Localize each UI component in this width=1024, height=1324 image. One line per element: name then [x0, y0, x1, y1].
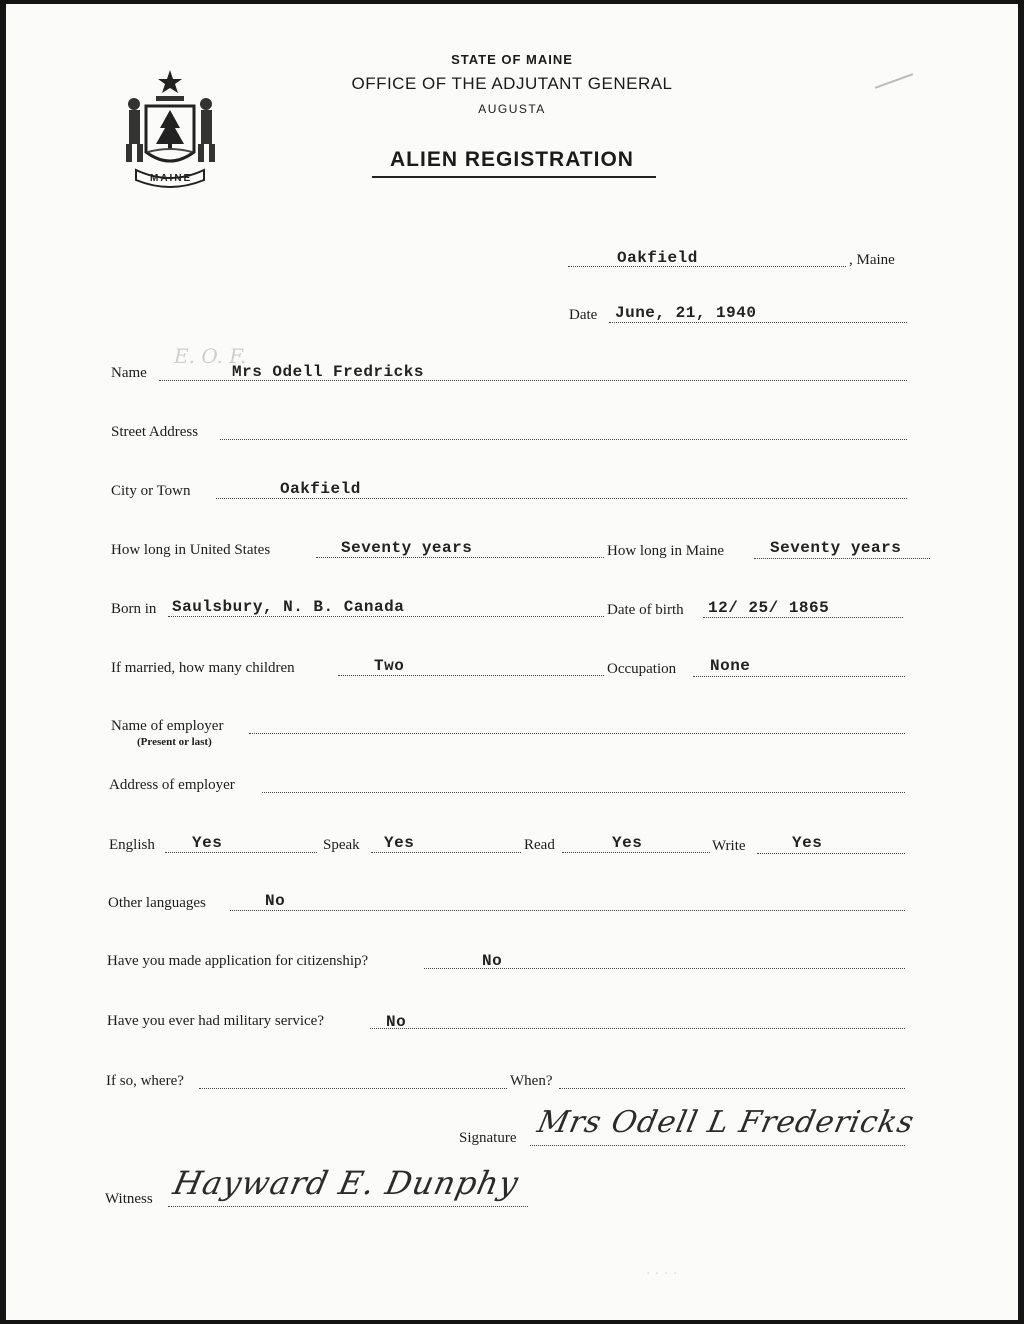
where-label: If so, where?	[106, 1073, 184, 1089]
faded-handwriting: E. O. F.	[174, 344, 247, 368]
employer-label: Name of employer	[111, 718, 224, 734]
signature-handwriting: Mrs Odell L Fredericks	[534, 1105, 918, 1140]
date-line	[609, 322, 907, 323]
header-office: OFFICE OF THE ADJUTANT GENERAL	[351, 74, 673, 93]
street-line	[220, 439, 907, 440]
citizenship-label: Have you made application for citizenship?	[107, 953, 369, 969]
employer-address-label: Address of employer	[109, 777, 235, 793]
speak-label: Speak	[323, 837, 360, 853]
read-label: Read	[524, 837, 555, 853]
born-in-value: Saulsbury, N. B. Canada	[172, 598, 405, 616]
other-languages-label: Other languages	[108, 895, 206, 911]
write-value: Yes	[792, 834, 823, 852]
date-value: June, 21, 1940	[615, 304, 757, 322]
title-underline	[372, 176, 656, 178]
faint-bottom-marks: · · · ·	[646, 1266, 678, 1282]
maine-duration-value: Seventy years	[770, 539, 902, 557]
when-label: When?	[510, 1073, 553, 1089]
speak-line	[371, 852, 521, 853]
seal-banner-text: MAINE	[150, 173, 193, 184]
children-value: Two	[374, 657, 405, 675]
occupation-label: Occupation	[607, 661, 677, 677]
name-value: Mrs Odell Fredricks	[232, 363, 424, 381]
where-line	[199, 1088, 507, 1089]
english-label: English	[109, 837, 155, 853]
children-line	[338, 675, 604, 676]
signature-line	[530, 1145, 905, 1146]
citizenship-value: No	[482, 952, 503, 970]
location-line	[568, 266, 846, 267]
write-label: Write	[712, 838, 746, 854]
witness-line	[168, 1206, 528, 1207]
dob-value: 12/ 25/ 1865	[708, 599, 830, 617]
english-value: Yes	[192, 834, 223, 852]
name-label: Name	[111, 365, 147, 381]
dob-line	[703, 617, 903, 618]
dob-label: Date of birth	[607, 602, 684, 618]
military-value: No	[386, 1013, 407, 1031]
born-in-line	[168, 616, 604, 617]
us-duration-label: How long in United States	[111, 542, 271, 558]
form-title: ALIEN REGISTRATION	[390, 148, 634, 171]
street-label: Street Address	[111, 424, 199, 440]
when-line	[559, 1088, 905, 1089]
location-suffix: , Maine	[849, 252, 895, 268]
location-value: Oakfield	[617, 249, 698, 267]
us-duration-value: Seventy years	[341, 539, 473, 557]
registration-form	[6, 4, 1018, 1320]
maine-duration-label: How long in Maine	[607, 543, 725, 559]
write-line	[757, 853, 905, 854]
city-value: Oakfield	[280, 480, 361, 498]
employer-sublabel: (Present or last)	[137, 736, 212, 748]
speak-value: Yes	[384, 834, 415, 852]
witness-label: Witness	[105, 1191, 153, 1207]
date-label: Date	[569, 307, 598, 323]
occupation-value: None	[710, 657, 751, 675]
maine-duration-line	[754, 558, 930, 559]
header-state: STATE OF MAINE	[451, 52, 573, 67]
employer-address-line	[262, 792, 905, 793]
military-line	[370, 1028, 905, 1029]
read-value: Yes	[612, 834, 643, 852]
other-languages-line	[230, 910, 905, 911]
city-label: City or Town	[111, 483, 191, 499]
witness-handwriting: Hayward E. Dunphy	[169, 1164, 523, 1202]
read-line	[562, 852, 710, 853]
children-label: If married, how many children	[111, 660, 295, 676]
military-label: Have you ever had military service?	[107, 1013, 324, 1029]
employer-line	[249, 733, 905, 734]
born-in-label: Born in	[111, 601, 157, 617]
header-city: AUGUSTA	[478, 102, 546, 116]
english-line	[165, 852, 317, 853]
us-duration-line	[316, 557, 604, 558]
city-line	[216, 498, 907, 499]
occupation-line	[693, 676, 905, 677]
other-languages-value: No	[265, 892, 286, 910]
signature-label: Signature	[459, 1130, 517, 1146]
